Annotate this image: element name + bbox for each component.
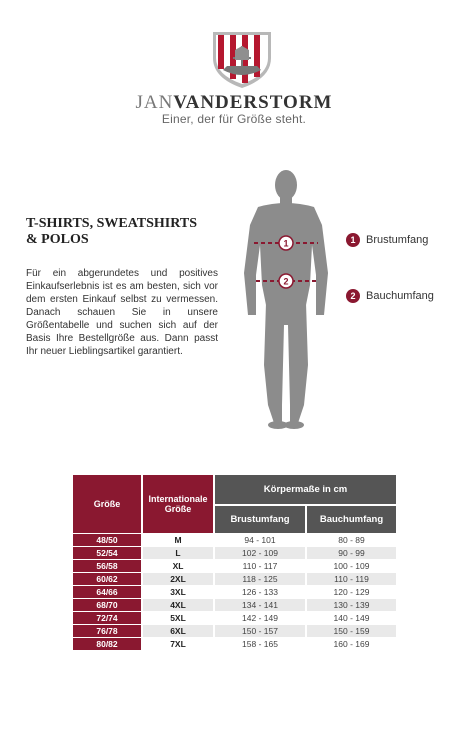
table-row [73,638,396,651]
header-chest: Brustumfang [215,505,305,534]
figure-marker-1: 1 [283,238,289,249]
cell-size: 60/62 [73,573,141,586]
cell-intl: 5XL [143,612,213,625]
legend-item-chest [346,233,428,247]
legend-item-belly [346,289,434,303]
cell-chest: 134 - 141 [215,599,305,612]
body-figure-icon [236,165,336,433]
brand-name-part2: VANDERSTORM [173,92,333,113]
table-row [73,560,396,573]
table-row [73,586,396,599]
cell-size: 56/58 [73,560,141,573]
cell-intl: L [143,547,213,560]
cell-belly: 110 - 119 [307,573,396,586]
table-row [73,534,396,547]
cell-chest: 118 - 125 [215,573,305,586]
cell-size: 48/50 [73,534,141,547]
header-body-measurements: Körpermaße in cm [215,475,396,505]
cell-chest: 158 - 165 [215,638,305,651]
cell-intl: 6XL [143,625,213,638]
legend-label-chest: Brustumfang [366,234,429,246]
table-row [73,547,396,560]
table-row [73,625,396,638]
cell-size: 68/70 [73,599,141,612]
size-table [73,475,396,650]
table-row [73,599,396,612]
cell-intl: M [143,534,213,547]
cell-belly: 130 - 139 [307,599,396,612]
cell-belly: 90 - 99 [307,547,396,560]
legend-number-2: 2 [346,289,360,303]
legend-number-1: 1 [346,233,360,247]
cell-belly: 140 - 149 [307,612,396,625]
legend-label-belly: Bauchumfang [366,290,434,302]
header-belly: Bauchumfang [307,505,396,534]
cell-chest: 150 - 157 [215,625,305,638]
cell-size: 76/78 [73,625,141,638]
header-intl-size: Internationale Größe [143,475,213,534]
cell-chest: 102 - 109 [215,547,305,560]
cell-belly: 80 - 89 [307,534,396,547]
page-title-line1: T-SHIRTS, SWEATSHIRTS [26,216,197,231]
cell-intl: 7XL [143,638,213,651]
crest-logo-icon [209,28,275,90]
cell-chest: 142 - 149 [215,612,305,625]
table-row [73,573,396,586]
cell-belly: 100 - 109 [307,560,396,573]
cell-chest: 110 - 117 [215,560,305,573]
cell-size: 80/82 [73,638,141,651]
table-row [73,612,396,625]
page-title [26,216,236,248]
cell-chest: 126 - 133 [215,586,305,599]
brand-name-part1: JAN [135,92,174,113]
description-text: Für ein abgerundetes und positives Einkaufserlebnis ist es am besten, sich vor dem ersten Einkauf selbst zu vermessen. Danach schauen Sie in unsere Größentabelle und suchen sich auf der Basis Ihre Bestellgröße aus. Dann passt Ihr neuer Lieblingsartikel garantiert. [26,268,218,357]
brand-tagline: Einer, der für Größe steht. [161,112,307,126]
brand-name [0,92,468,114]
figure-marker-2: 2 [283,276,289,287]
header-size: Größe [73,475,141,534]
cell-chest: 94 - 101 [215,534,305,547]
cell-belly: 120 - 129 [307,586,396,599]
cell-belly: 160 - 169 [307,638,396,651]
cell-intl: 4XL [143,599,213,612]
cell-belly: 150 - 159 [307,625,396,638]
cell-intl: 3XL [143,586,213,599]
cell-intl: 2XL [143,573,213,586]
cell-size: 64/66 [73,586,141,599]
cell-intl: XL [143,560,213,573]
page-title-line2: & POLOS [26,232,89,247]
cell-size: 52/54 [73,547,141,560]
cell-size: 72/74 [73,612,141,625]
